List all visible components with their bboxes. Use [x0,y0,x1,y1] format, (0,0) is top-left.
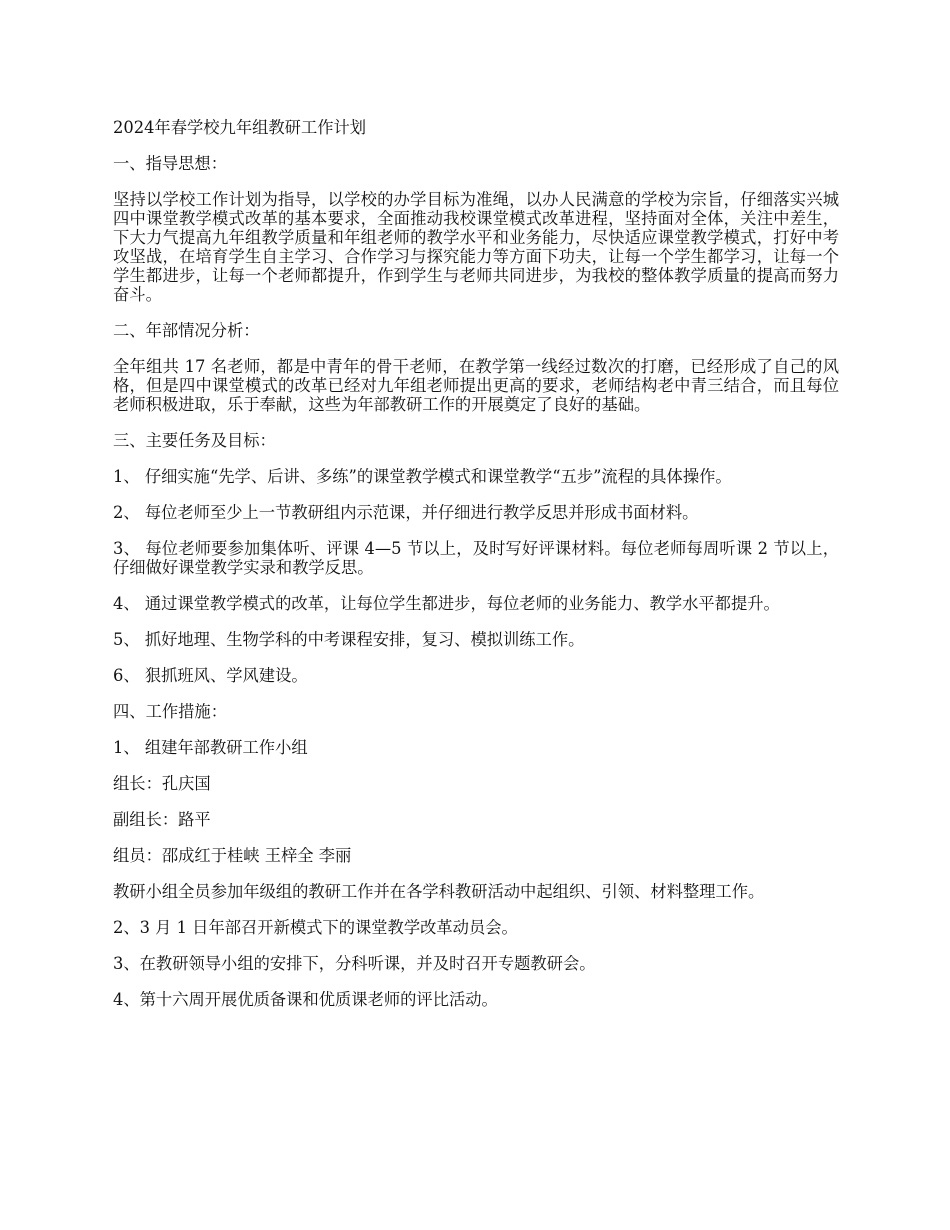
document-page [113,118,839,1026]
section-analysis-heading: 二、年部情况分析： [113,321,260,340]
measure-item-3: 3、在教研领导小组的安排下，分科听课，并及时召开专题教研会。 [113,954,596,973]
task-item-5: 5、 抓好地理、生物学科的中考课程安排，复习、模拟训练工作。 [113,630,585,649]
group-leader: 组长：孔庆国 [113,774,211,793]
measure-item-2: 2、3 月 1 日年部召开新模式下的课堂教学改革动员会。 [113,918,518,937]
section-guiding-heading: 一、指导思想： [113,154,227,173]
group-deputy: 副组长：路平 [113,810,211,829]
task-item-1: 1、 仔细实施“先学、后讲、多练”的课堂教学模式和课堂教学“五步”流程的具体操作。 [113,467,732,486]
measure-item-1: 1、 组建年部教研工作小组 [113,738,308,757]
task-item-4: 4、 通过课堂教学模式的改革，让每位学生都进步，每位老师的业务能力、教学水平都提升。 [113,594,780,613]
group-members: 组员：邵成红于桂峡 王梓全 李丽 [113,846,352,865]
section-measures-heading: 四、工作措施： [113,702,227,721]
section-tasks-heading: 三、主要任务及目标： [113,431,276,450]
task-item-6: 6、 狠抓班风、学风建设。 [113,666,308,685]
task-item-3: 3、 每位老师要参加集体听、评课 4—5 节以上，及时写好评课材料。每位老师每周听课 2 节以上，仔细做好课堂教学实录和教学反思。 [113,539,839,577]
measure-item-4: 4、第十六周开展优质备课和优质课老师的评比活动。 [113,990,498,1009]
task-item-2: 2、 每位老师至少上一节教研组内示范课，并仔细进行教学反思并形成书面材料。 [113,503,699,522]
group-note: 教研小组全员参加年级组的教研工作并在各学科教研活动中起组织、引领、材料整理工作。 [113,882,765,901]
document-title: 2024年春学校九年组教研工作计划 [113,118,367,137]
section-guiding-body: 坚持以学校工作计划为指导，以学校的办学目标为准绳，以办人民满意的学校为宗旨，仔细落实兴城四中课堂教学模式改革的基本要求，全面推动我校课堂模式改革进程，坚持面对全体，关注中差生，下大力气提高九年组教学质量和年组老师的教学水平和业务能力，尽快适应课堂教学模式，打好中考攻坚战，在培育学生自主学习、合作学习与探究能力等方面下功夫，让每一个学生都学习，让每一个学生都进步，让每一个老师都提升，作到学生与老师共同进步，为我校的整体教学质量的提高而努力奋斗。 [113,190,839,304]
section-analysis-body: 全年组共 17 名老师，都是中青年的骨干老师，在教学第一线经过数次的打磨，已经形成了自己的风格，但是四中课堂模式的改革已经对九年组老师提出更高的要求，老师结构老中青三结合，而且每位老师积极进取，乐于奉献，这些为年部教研工作的开展奠定了良好的基础。 [113,357,839,414]
